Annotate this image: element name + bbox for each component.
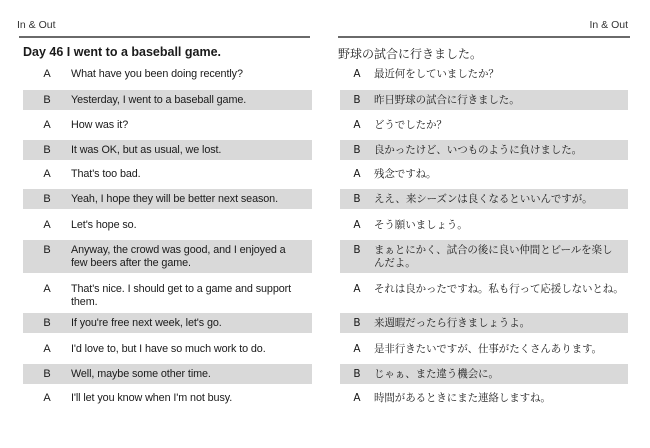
dialogue-line xyxy=(23,388,312,408)
line-text: 残念ですね。 xyxy=(374,168,437,180)
line-text: I'll let you know when I'm not busy. xyxy=(71,392,233,404)
speaker-label: B xyxy=(43,193,51,205)
dialogue-line xyxy=(23,115,312,135)
speaker-label: B xyxy=(43,94,51,106)
line-text: ええ、来シーズンは良くなるといいんですが。 xyxy=(374,193,593,205)
dialogue-line xyxy=(23,189,312,209)
line-text: I'd love to, but I have so much work to do. xyxy=(71,343,266,355)
dialogue-line xyxy=(340,240,628,273)
speaker-label: A xyxy=(353,392,361,404)
header-rule xyxy=(19,36,310,38)
dialogue-line xyxy=(340,279,628,312)
line-text: What have you been doing recently? xyxy=(71,68,243,80)
line-text: じゃぁ、また違う機会に。 xyxy=(374,368,499,380)
line-text: そう願いましょう。 xyxy=(374,219,468,231)
running-head: In & Out xyxy=(17,19,56,31)
right-page xyxy=(325,0,650,448)
dialogue-line xyxy=(23,279,312,312)
line-text: 良かったけど、いつものように負けました。 xyxy=(374,144,582,156)
line-text: Yesterday, I went to a baseball game. xyxy=(71,94,247,106)
line-text: Well, maybe some other time. xyxy=(71,368,211,380)
speaker-label: B xyxy=(43,317,51,329)
dialogue-line xyxy=(340,189,628,209)
speaker-label: A xyxy=(353,168,361,180)
speaker-label: A xyxy=(43,343,51,355)
dialogue-line xyxy=(23,339,312,359)
line-text: どうでしたか？ xyxy=(374,119,447,131)
speaker-label: A xyxy=(43,119,51,131)
dialogue-line xyxy=(340,388,628,408)
line-text: 昨日野球の試合に行きました。 xyxy=(374,94,520,106)
lesson-title: 野球の試合に行きました。 xyxy=(338,47,483,61)
speaker-label: B xyxy=(43,144,51,156)
line-text: 是非行きたいですが、仕事がたくさんあります。 xyxy=(374,343,602,355)
dialogue-line xyxy=(23,140,312,160)
line-text: Let's hope so. xyxy=(71,219,137,231)
line-text: How was it? xyxy=(71,119,129,131)
speaker-label: A xyxy=(353,343,361,355)
dialogue-line xyxy=(23,240,312,273)
dialogue-line xyxy=(340,115,628,135)
speaker-label: B xyxy=(353,368,361,380)
line-text: Anyway, the crowd was good, and I enjoyed a few beers after the game. xyxy=(71,244,286,269)
dialogue-line xyxy=(23,64,312,84)
dialogue-line xyxy=(340,164,628,184)
speaker-label: B xyxy=(353,193,361,205)
speaker-label: A xyxy=(43,283,51,295)
line-text: That's nice. I should get to a game and support them. xyxy=(71,283,292,308)
line-text: It was OK, but as usual, we lost. xyxy=(71,144,222,156)
speaker-label: A xyxy=(353,283,361,295)
line-text: That's too bad. xyxy=(71,168,141,180)
speaker-label: B xyxy=(43,368,51,380)
header-rule xyxy=(338,36,630,38)
speaker-label: A xyxy=(43,219,51,231)
line-text: それは良かったですね。私も行って応援しないとね。 xyxy=(374,283,624,295)
speaker-label: B xyxy=(353,94,361,106)
speaker-label: A xyxy=(43,68,51,80)
dialogue-line xyxy=(23,164,312,184)
lesson-title: Day 46 I went to a baseball game. xyxy=(23,45,221,59)
speaker-label: A xyxy=(43,168,51,180)
dialogue-line xyxy=(340,364,628,384)
line-text: まぁとにかく、試合の後に良い仲間とビールを楽しんだよ。 xyxy=(374,244,613,269)
line-text: 時間があるときにまた連絡しますね。 xyxy=(374,392,551,404)
dialogue-line xyxy=(340,215,628,235)
line-text: Yeah, I hope they will be better next season. xyxy=(71,193,278,205)
dialogue-line xyxy=(23,364,312,384)
speaker-label: A xyxy=(43,392,51,404)
dialogue-line xyxy=(340,90,628,110)
running-head: In & Out xyxy=(589,19,628,31)
dialogue-line xyxy=(340,140,628,160)
speaker-label: B xyxy=(353,317,361,329)
speaker-label: B xyxy=(43,244,51,256)
dialogue-line xyxy=(23,313,312,333)
speaker-label: A xyxy=(353,68,361,80)
speaker-label: A xyxy=(353,219,361,231)
speaker-label: A xyxy=(353,119,361,131)
dialogue-line xyxy=(340,64,628,84)
speaker-label: B xyxy=(353,244,361,256)
speaker-label: B xyxy=(353,144,361,156)
dialogue-line xyxy=(340,339,628,359)
line-text: 来週暇だったら行きましょうよ。 xyxy=(374,317,530,329)
dialogue-line xyxy=(340,313,628,333)
line-text: If you're free next week, let's go. xyxy=(71,317,222,329)
line-text: 最近何をしていましたか？ xyxy=(374,68,499,80)
dialogue-line xyxy=(23,90,312,110)
dialogue-line xyxy=(23,215,312,235)
